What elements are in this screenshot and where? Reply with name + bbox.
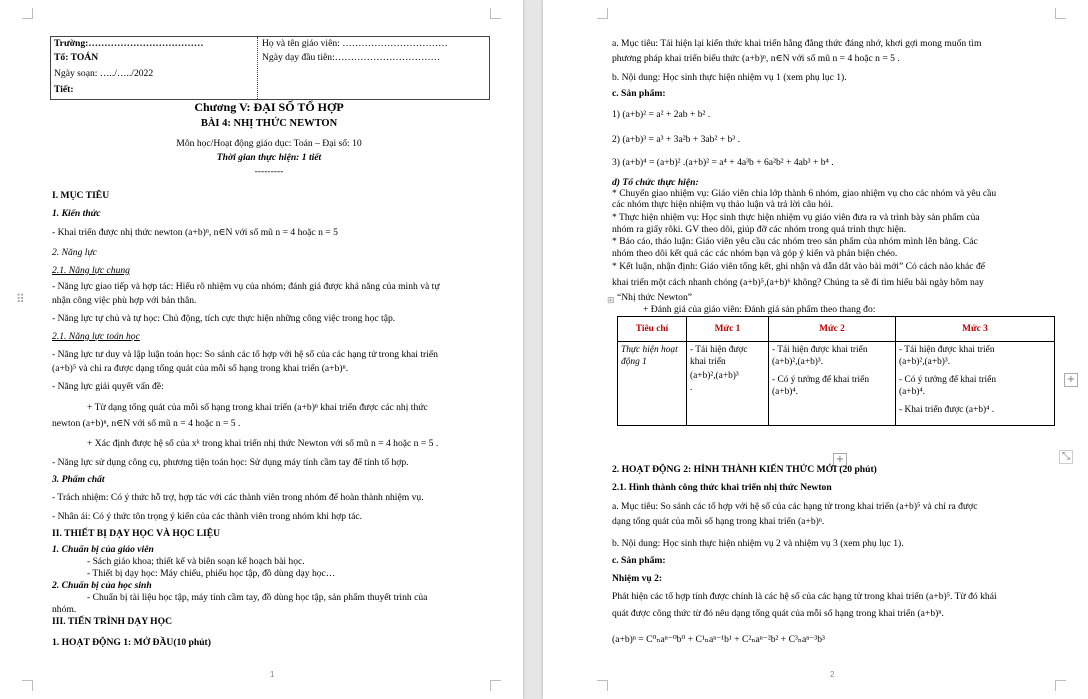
school-field: Trường:……………………………… xyxy=(54,38,204,49)
text-line: + Xác định được hệ số của xᵏ trong khai triển nhị thức Newton với số mũ n = 4 hoặc n = 5 . xyxy=(87,438,439,449)
text-line: - Trách nhiệm: Có ý thức hỗ trợ, hợp tác với các thành viên trong nhóm để hoàn thành nhiệm vụ. xyxy=(52,492,424,503)
subsection-heading: Nhiệm vụ 2: xyxy=(612,573,663,584)
text-line: “Nhị thức Newton” xyxy=(617,292,692,303)
text-line: khai triển một cách nhanh chóng (a+b)⁵,(a+b)⁶ không? Chúng ta sẽ đi tìm hiểu bài ngày hôm nay xyxy=(612,277,984,288)
level1-cell xyxy=(687,342,769,426)
page-number: 2 xyxy=(830,670,835,679)
text-line: - Chuẩn bị tài liệu học tập, máy tính cầm tay, đồ dùng học tập, sản phẩm thuyết trình của xyxy=(87,592,428,603)
drag-handle-icon[interactable]: ⠿ xyxy=(16,292,25,306)
crop-mark xyxy=(22,680,33,691)
cell-line: (a+b)⁴. xyxy=(899,387,925,397)
text-line: + Từ dạng tổng quát của mỗi số hạng trong khai triển (a+b)ⁿ khai triển được các nhị thức xyxy=(87,402,428,413)
table-header: Mức 2 xyxy=(769,317,896,342)
formula-line: 2) (a+b)³ = a³ + 3a²b + 3ab² + b³ . xyxy=(612,134,741,145)
text-line: nhóm ra giấy rôki. GV theo dõi, giúp đỡ các nhóm trong quá trình thực hiện. xyxy=(612,224,907,235)
table-header: Mức 1 xyxy=(687,317,769,342)
text-line: a. Mục tiêu: So sánh các tổ hợp với hệ số của các hạng tử trong khai triển (a+b)⁵ và chỉ ra được xyxy=(612,501,978,512)
text-line: b. Nội dung: Học sinh thực hiện nhiệm vụ 1 (xem phụ lục 1). xyxy=(612,72,847,83)
subsection-heading: 2. Năng lực xyxy=(52,247,97,258)
duration-line: Thời gian thực hiện: 1 tiết xyxy=(216,152,322,163)
table-header-row xyxy=(618,317,1055,342)
criterion-cell: Thực hiện hoạt động 1 xyxy=(618,342,687,426)
text-line: - Sách giáo khoa; thiết kế và biên soạn kế hoạch bài học. xyxy=(87,556,305,567)
crop-mark xyxy=(1055,8,1066,19)
text-line: - Năng lực tư duy và lập luận toán học: So sánh các tổ hợp với hệ số của các hạng tử trong khai triển xyxy=(52,349,438,360)
prep-date-field: Ngày soạn: …../…../2022 xyxy=(54,68,154,79)
crop-mark xyxy=(490,680,501,691)
cell-line: (a+b)²,(a+b)³. xyxy=(899,357,951,367)
subsection-heading: 2.1. Năng lực toán học xyxy=(52,331,140,342)
chapter-title: Chương V: ĐẠI SỐ TỔ HỢP xyxy=(194,100,344,114)
text-line: * Thực hiện nhiệm vụ: Học sinh thực hiện nhiệm vụ giáo viên đưa ra và trình bày sản phẩm của xyxy=(612,212,980,223)
subsection-heading: 3. Phẩm chất xyxy=(52,474,105,485)
text-line: quát được công thức từ đó nêu dạng tổng quát của mỗi số hạng trong khai triển (a+b)ⁿ. xyxy=(612,608,944,619)
table-row xyxy=(618,342,1055,426)
cell-line: (a+b)²,(a+b)³ xyxy=(690,371,739,381)
cell-line: (a+b)⁴. xyxy=(772,387,798,397)
text-line: * Chuyển giao nhiệm vụ: Giáo viên chia lớp thành 6 nhóm, giao nhiệm vụ cho các nhóm và yêu cầu xyxy=(612,188,997,199)
text-line: c. Sản phẩm: xyxy=(612,88,666,99)
crop-mark xyxy=(22,8,33,19)
page-number: 1 xyxy=(270,670,275,679)
text-line: * Báo cáo, thảo luận: Giáo viên yêu cầu các nhóm treo sản phẩm của nhóm mình lên bảng. Các xyxy=(612,236,978,247)
teacher-field: Họ và tên giáo viên: …………………………… xyxy=(262,38,448,49)
rubric-table xyxy=(617,316,1055,426)
add-column-button[interactable]: + xyxy=(1064,373,1078,387)
text-line: phương pháp khai triển biểu thức (a+b)ⁿ, n∈N với số mũ n = 4 hoặc n = 5 . xyxy=(612,53,900,64)
text-line: - Nhân ái: Có ý thức tôn trọng ý kiến của các thành viên trong nhóm khi hợp tác. xyxy=(52,511,363,522)
subsection-heading: 2. Chuẩn bị của học sinh xyxy=(52,580,152,591)
text-line: (a+b)⁵ và chỉ ra được dạng tổng quát của mỗi số hạng trong khai triển (a+b)ⁿ. xyxy=(52,363,348,374)
section-heading: 1. HOẠT ĐỘNG 1: MỞ ĐẦU(10 phút) xyxy=(52,637,211,648)
crop-mark xyxy=(597,8,608,19)
add-row-button[interactable]: + xyxy=(833,453,847,467)
text-line: dạng tổng quát của mỗi số hạng trong khai triển (a+b)ⁿ. xyxy=(612,516,825,527)
subsection-heading: 2.1. Năng lực chung xyxy=(52,265,130,276)
teach-date-field: Ngày dạy đầu tiên:…………………………… xyxy=(262,52,441,63)
subsection-heading: 1. Chuẩn bị của giáo viên xyxy=(52,544,154,555)
table-move-icon[interactable]: ⊞ xyxy=(607,296,615,306)
text-line: c. Sản phẩm: xyxy=(612,555,666,566)
formula-line: (a+b)ⁿ = C⁰ₙaⁿ⁻⁰b⁰ + C¹ₙaⁿ⁻¹b¹ + C²ₙaⁿ⁻²b² + C³ₙaⁿ⁻³b³ xyxy=(612,634,825,645)
formula-line: 1) (a+b)² = a² + 2ab + b² . xyxy=(612,109,711,120)
table-header: Tiêu chí xyxy=(618,317,687,342)
cell-line: . xyxy=(690,383,693,393)
level2-cell xyxy=(769,342,896,426)
subsection-heading: d) Tổ chức thực hiện: xyxy=(612,177,699,188)
cell-line: - Khai triển được (a+b)⁴ . xyxy=(899,405,995,415)
subject-line: Môn học/Hoạt động giáo dục: Toán – Đại số: 10 xyxy=(176,138,362,149)
crop-mark xyxy=(490,8,501,19)
text-line: newton (a+b)ⁿ, n∈N với số mũ n = 4 hoặc n = 5 . xyxy=(52,418,241,429)
text-line: - Thiết bị dạy học: Máy chiếu, phiếu học tập, đồ dùng dạy học… xyxy=(87,568,336,579)
text-line: - Khai triển được nhị thức newton (a+b)ⁿ, n∈N với số mũ n = 4 hoặc n = 5 xyxy=(52,227,338,238)
crop-mark xyxy=(597,680,608,691)
group-field: Tổ: TOÁN xyxy=(54,52,99,63)
text-line: - Năng lực sử dụng công cụ, phương tiện toán học: Sử dụng máy tính cầm tay để tính tổ hợp. xyxy=(52,457,409,468)
text-line: nhóm. xyxy=(52,604,77,615)
crop-mark xyxy=(1055,680,1066,691)
cell-line: - Tái hiện được khai triển xyxy=(772,345,868,355)
section-heading: 2. HOẠT ĐỘNG 2: HÌNH THÀNH KIẾN THỨC MỚI (20 phút) xyxy=(612,464,877,475)
lesson-title: BÀI 4: NHỊ THỨC NEWTON xyxy=(200,118,338,129)
separator: --------- xyxy=(254,166,284,177)
level3-cell xyxy=(896,342,1055,426)
text-line: - Năng lực tự chủ và tự học: Chủ động, tích cực thực hiện những công việc trong học tập. xyxy=(52,313,396,324)
cell-line: - Tái hiện được khai triển xyxy=(899,345,995,355)
text-line: - Năng lực giao tiếp và hợp tác: Hiểu rõ nhiệm vụ của nhóm; đánh giá được khả năng của mình và tự xyxy=(52,281,440,292)
text-line: nhận công việc phù hợp với bản thân. xyxy=(52,295,197,306)
cell-line: (a+b)²,(a+b)³. xyxy=(772,357,824,367)
subsection-heading: 1. Kiến thức xyxy=(52,208,101,219)
table-resize-handle[interactable]: ⤡ xyxy=(1059,450,1073,464)
cell-line: - Tái hiện được khai triển xyxy=(690,345,748,367)
period-field: Tiết: xyxy=(54,84,74,95)
text-line: a. Mục tiêu: Tái hiện lại kiến thức khai triển hằng đẳng thức đáng nhớ, khơi gợi mong muốn tìm xyxy=(612,38,982,49)
text-line: - Năng lực giải quyết vấn đề: xyxy=(52,381,164,392)
text-line: các nhóm thực hiện nhiệm vụ thảo luận và trả lời câu hỏi. xyxy=(612,199,834,210)
section-heading: I. MỤC TIÊU xyxy=(52,190,110,201)
cell-line: - Có ý tưởng để khai triển xyxy=(772,375,870,385)
subsection-heading: 2.1. Hình thành công thức khai triển nhị thức Newton xyxy=(612,482,832,493)
formula-line: 3) (a+b)⁴ = (a+b)² .(a+b)² = a⁴ + 4a³b + 6a²b² + 4ab³ + b⁴ . xyxy=(612,157,834,168)
text-line: nhóm theo dõi kết quả các các nhóm bạn và góp ý kiến và phản biện chéo. xyxy=(612,248,898,259)
text-line: * Kết luận, nhận định: Giáo viên tổng kết, ghi nhận và dẫn dắt vào bài mới” Có cách nào khác để xyxy=(612,261,985,272)
text-line: Phát hiện các tổ hợp tính được chính là các hệ số của các hạng tử trong khai triển (a+b)⁵. Từ đó khái xyxy=(612,591,997,602)
section-heading: III. TIẾN TRÌNH DẠY HỌC xyxy=(52,616,173,627)
text-line: + Đánh giá của giáo viên: Đánh giá sản phẩm theo thang đo: xyxy=(643,304,876,315)
table-header: Mức 3 xyxy=(896,317,1055,342)
cell-line: - Có ý tưởng để khai triển xyxy=(899,375,997,385)
section-heading: II. THIẾT BỊ DẠY HỌC VÀ HỌC LIỆU xyxy=(52,528,221,539)
document-page-1 xyxy=(0,0,523,699)
text-line: b. Nội dung: Học sinh thực hiện nhiệm vụ 2 và nhiệm vụ 3 (xem phụ lục 1). xyxy=(612,538,904,549)
